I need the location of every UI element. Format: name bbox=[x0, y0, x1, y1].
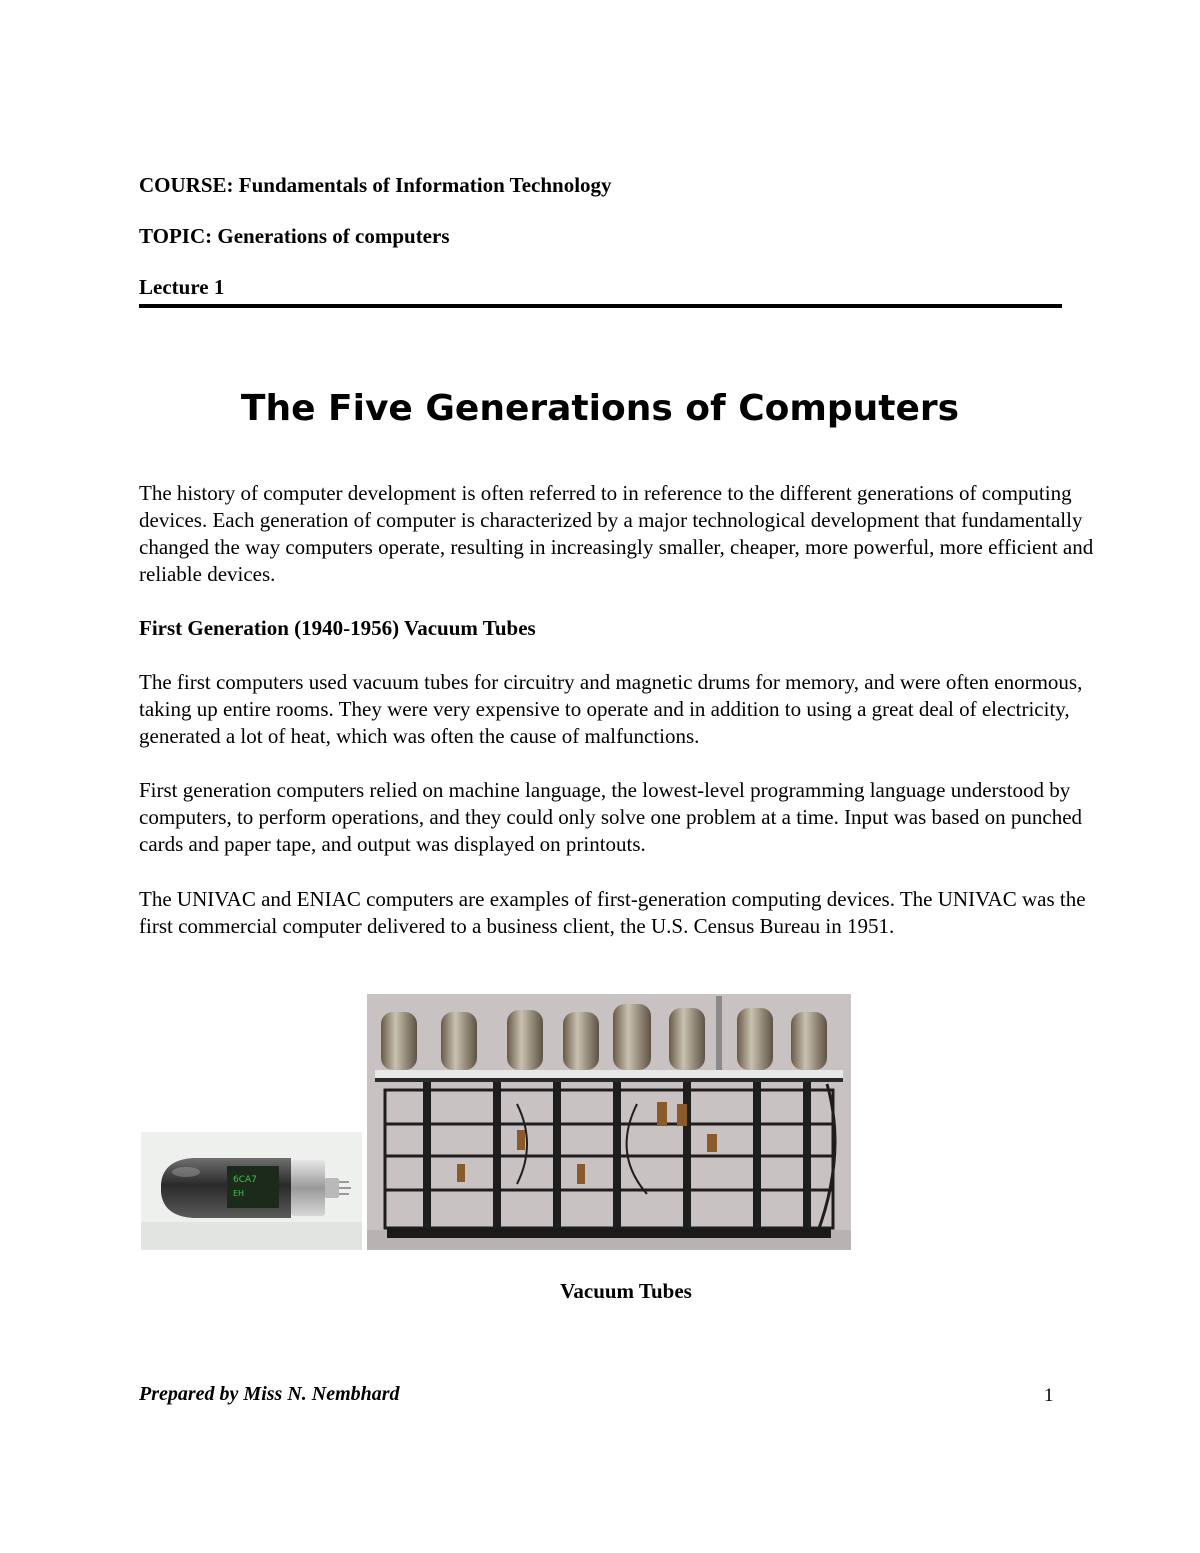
page-number: 1 bbox=[1044, 1385, 1054, 1406]
lecture-line: Lecture 1 bbox=[139, 275, 225, 299]
topic-line: TOPIC: Generations of computers bbox=[139, 224, 450, 248]
header-divider bbox=[139, 304, 1062, 308]
paragraph-3: The UNIVAC and ENIAC computers are examples of first-generation computing devices. The UNIVAC was the first commercial computer delivered to a business client, the U.S. Census Bureau in 1951. bbox=[139, 887, 1086, 938]
svg-text:EH: EH bbox=[233, 1189, 245, 1198]
intro-paragraph: The history of computer development is often referred to in reference to the different generations of computing devices. Each generation of computer is characterized by a major technological development that fundamentally changed the way computers operate, resulting in increasingly smaller, cheaper, more powerful, more efficient and reliable devices. bbox=[139, 481, 1094, 586]
svg-text:6CA7: 6CA7 bbox=[233, 1175, 257, 1185]
vacuum-tube-rack-photo bbox=[367, 994, 851, 1250]
section-heading: First Generation (1940-1956) Vacuum Tubes bbox=[139, 616, 536, 640]
footer-prepared-by: Prepared by Miss N. Nembhard bbox=[139, 1383, 400, 1405]
paragraph-1: The first computers used vacuum tubes for circuitry and magnetic drums for memory, and were often enormous, taking up entire rooms. They were very expensive to operate and in addition to using a great deal of electricity, generated a lot of heat, which was often the cause of malfunctions. bbox=[139, 670, 1083, 748]
page-title: The Five Generations of Computers bbox=[240, 388, 960, 429]
single-vacuum-tube-photo bbox=[141, 1132, 362, 1250]
course-line: COURSE: Fundamentals of Information Technology bbox=[139, 173, 612, 197]
figure-caption: Vacuum Tubes bbox=[560, 1279, 692, 1303]
paragraph-2: First generation computers relied on machine language, the lowest-level programming language understood by computers, to perform operations, and they could only solve one problem at a time. Input was based on punched cards and paper tape, and output was displayed on printouts. bbox=[139, 778, 1083, 856]
